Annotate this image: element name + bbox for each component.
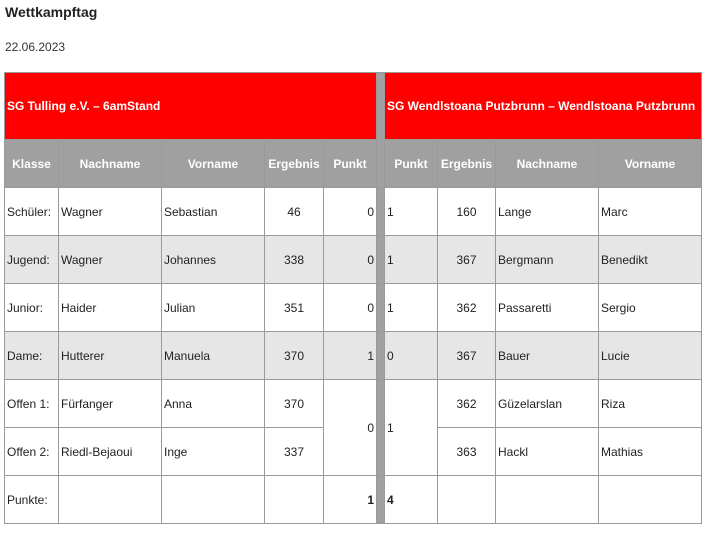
cell-home-vorname: Manuela [162, 332, 265, 380]
cell-home-punkt-offen: 0 [324, 380, 377, 476]
cell-home-nachname: Wagner [59, 236, 162, 284]
cell-home-ergebnis: 370 [265, 332, 324, 380]
cell-home-ergebnis: 370 [265, 380, 324, 428]
row-separator [377, 236, 385, 284]
col-home-vorname: Vorname [162, 140, 265, 188]
cell-away-nachname: Passaretti [496, 284, 599, 332]
table-row [5, 284, 702, 332]
cell-away-ergebnis: 367 [438, 332, 496, 380]
cell-home-ergebnis: 46 [265, 188, 324, 236]
cell-home-nachname: Riedl-Bejaoui [59, 428, 162, 476]
row-separator [377, 380, 385, 476]
empty-cell [438, 476, 496, 524]
cell-away-vorname: Lucie [599, 332, 702, 380]
cell-home-punkt: 1 [324, 332, 377, 380]
cell-home-nachname: Haider [59, 284, 162, 332]
cell-away-ergebnis: 362 [438, 380, 496, 428]
cell-home-ergebnis: 351 [265, 284, 324, 332]
col-home-punkt: Punkt [324, 140, 377, 188]
row-separator [377, 476, 385, 524]
cell-klasse: Dame: [5, 332, 59, 380]
cell-home-punkt: 0 [324, 284, 377, 332]
cell-klasse: Junior: [5, 284, 59, 332]
page-title: Wettkampftag [5, 4, 98, 20]
cell-away-nachname: Güzelarslan [496, 380, 599, 428]
cell-klasse: Offen 2: [5, 428, 59, 476]
cell-home-punkt: 0 [324, 188, 377, 236]
row-separator [377, 188, 385, 236]
home-team-header: SG Tulling e.V. – 6amStand [5, 73, 377, 140]
empty-cell [162, 476, 265, 524]
empty-cell [265, 476, 324, 524]
cell-away-ergebnis: 363 [438, 428, 496, 476]
cell-home-ergebnis: 338 [265, 236, 324, 284]
cell-away-vorname: Riza [599, 380, 702, 428]
table-row [5, 188, 702, 236]
table-row [5, 332, 702, 380]
cell-home-vorname: Inge [162, 428, 265, 476]
cell-home-vorname: Johannes [162, 236, 265, 284]
cell-away-ergebnis: 362 [438, 284, 496, 332]
cell-klasse: Jugend: [5, 236, 59, 284]
away-team-header: SG Wendlstoana Putzbrunn – Wendlstoana Putzbrunn [385, 73, 702, 140]
totals-row [5, 476, 702, 524]
competition-date: 22.06.2023 [5, 40, 66, 54]
cell-away-nachname: Bauer [496, 332, 599, 380]
cell-away-vorname: Sergio [599, 284, 702, 332]
cell-away-nachname: Hackl [496, 428, 599, 476]
col-away-vorname: Vorname [599, 140, 702, 188]
col-home-nachname: Nachname [59, 140, 162, 188]
cell-home-nachname: Fürfanger [59, 380, 162, 428]
col-away-nachname: Nachname [496, 140, 599, 188]
cell-away-punkt-offen: 1 [385, 380, 438, 476]
row-separator [377, 332, 385, 380]
cell-home-nachname: Wagner [59, 188, 162, 236]
col-away-ergebnis: Ergebnis [438, 140, 496, 188]
cell-away-punkt: 0 [385, 332, 438, 380]
table-row [5, 380, 702, 428]
empty-cell [599, 476, 702, 524]
cell-away-vorname: Benedikt [599, 236, 702, 284]
col-klasse: Klasse [5, 140, 59, 188]
cell-home-vorname: Anna [162, 380, 265, 428]
cell-away-nachname: Lange [496, 188, 599, 236]
cell-away-vorname: Mathias [599, 428, 702, 476]
cell-away-nachname: Bergmann [496, 236, 599, 284]
col-home-ergebnis: Ergebnis [265, 140, 324, 188]
cell-home-nachname: Hutterer [59, 332, 162, 380]
cell-away-punkt: 1 [385, 188, 438, 236]
away-total-points: 4 [385, 476, 438, 524]
cell-away-vorname: Marc [599, 188, 702, 236]
cell-home-vorname: Sebastian [162, 188, 265, 236]
column-separator [377, 73, 385, 188]
col-away-punkt: Punkt [385, 140, 438, 188]
home-total-points: 1 [324, 476, 377, 524]
results-table [4, 72, 702, 524]
cell-klasse: Schüler: [5, 188, 59, 236]
totals-label: Punkte: [5, 476, 59, 524]
empty-cell [59, 476, 162, 524]
cell-away-punkt: 1 [385, 236, 438, 284]
empty-cell [496, 476, 599, 524]
cell-away-ergebnis: 367 [438, 236, 496, 284]
cell-away-ergebnis: 160 [438, 188, 496, 236]
row-separator [377, 284, 385, 332]
cell-klasse: Offen 1: [5, 380, 59, 428]
cell-away-punkt: 1 [385, 284, 438, 332]
table-row [5, 236, 702, 284]
cell-home-punkt: 0 [324, 236, 377, 284]
cell-home-ergebnis: 337 [265, 428, 324, 476]
cell-home-vorname: Julian [162, 284, 265, 332]
